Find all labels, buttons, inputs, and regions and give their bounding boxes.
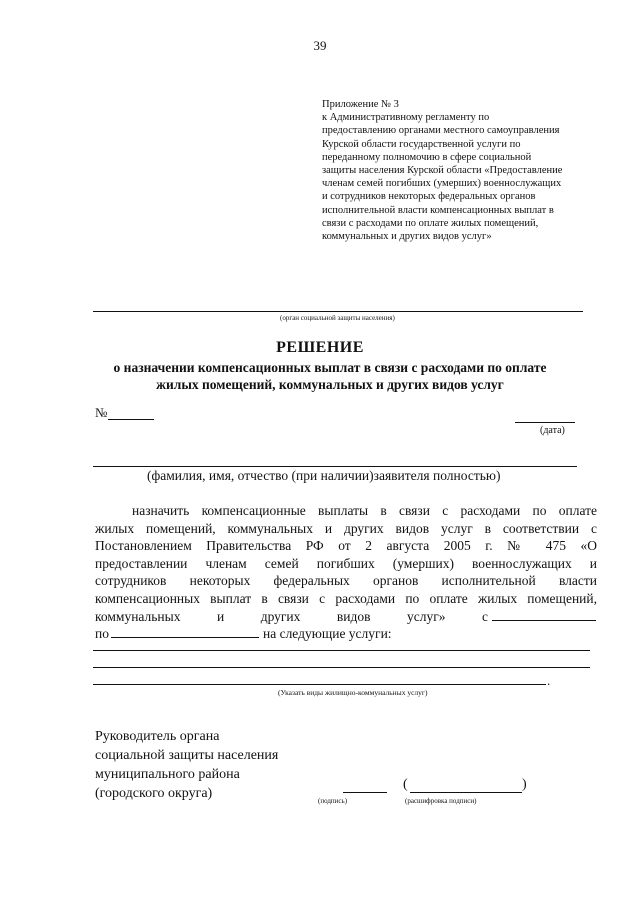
- appendix-line: исполнительной власти компенсационных выплат в: [322, 204, 554, 216]
- page-number: 39: [313, 38, 327, 53]
- signature-caption: (подпись): [318, 797, 348, 805]
- body-line: коммунальных и других видов услуг» с: [95, 608, 488, 624]
- appendix-line: Приложение № 3: [322, 99, 399, 110]
- appendix-line: связи с расходами по оплате жилых помещений,: [322, 217, 539, 229]
- appendix-line: защиты населения Курской области «Предоставление: [322, 165, 563, 177]
- decoding-field: [410, 792, 522, 793]
- appendix-header: [322, 98, 612, 243]
- date-field-line: [515, 422, 575, 423]
- signer-line: муниципального района: [95, 767, 240, 782]
- period-end-field: [111, 625, 259, 638]
- body-line: Постановлением Правительства РФ от 2 августа 2005 г. № 475 «О: [95, 538, 597, 554]
- appendix-line: переданному полномочию в сфере социальной: [322, 151, 532, 163]
- applicant-name-caption: (фамилия, имя, отчество (при наличии)заявителя полностью): [147, 468, 501, 483]
- subtitle-line: жилых помещений, коммунальных и других видов услуг: [156, 377, 504, 392]
- applicant-name-field: [93, 466, 577, 467]
- period-prefix: по: [95, 626, 109, 642]
- services-caption: (Указать виды жилищно-коммунальных услуг): [278, 688, 428, 697]
- services-period: .: [547, 673, 551, 688]
- decision-number-field: [108, 419, 154, 420]
- decision-number-label: №: [95, 405, 108, 420]
- organ-caption: (орган социальной защиты населения): [280, 314, 395, 322]
- body-line: компенсационных выплат в связи с расходами по оплате жилых помещений,: [95, 590, 597, 606]
- appendix-line: членам семей погибших (умерших) военнослужащих: [322, 178, 562, 190]
- signer-line: (городского округа): [95, 786, 213, 801]
- appendix-line: к Административному регламенту по: [322, 112, 490, 124]
- signer-title: [95, 727, 278, 803]
- body-line: сотрудников некоторых федеральных органов исполнительной власти: [95, 573, 597, 589]
- body-line-period-start: [95, 608, 597, 626]
- signer-line: Руководитель органа: [95, 729, 220, 744]
- organ-field-line: [93, 311, 583, 312]
- appendix-line: Курской области государственной услуги по: [322, 138, 521, 150]
- body-line: предоставлении членам семей погибших (умерших) военнослужащих и: [95, 555, 597, 571]
- decision-body: [95, 502, 597, 643]
- services-field-line-1: [93, 650, 590, 651]
- decoding-caption: (расшифровка подписи): [405, 797, 477, 805]
- signature-field: [343, 792, 387, 793]
- appendix-line: и сотрудников некоторых федеральных органов: [322, 191, 536, 203]
- services-field-line-2: [93, 667, 590, 668]
- body-line: жилых помещений, коммунальных и других видов услуг в соответствии с: [95, 520, 597, 536]
- document-subtitle: [70, 359, 590, 393]
- body-line: назначить компенсационные выплаты в связи с расходами по оплате: [132, 503, 597, 518]
- decoding-paren-open: (: [403, 777, 408, 792]
- decoding-paren-close: ): [522, 777, 527, 792]
- period-start-field: [492, 608, 596, 621]
- signer-line: социальной защиты населения: [95, 748, 279, 763]
- services-field-line-3: [93, 684, 546, 685]
- appendix-line: предоставлению органами местного самоуправления: [322, 125, 560, 137]
- period-suffix: на следующие услуги:: [262, 626, 392, 642]
- date-caption: (дата): [540, 425, 565, 436]
- body-line-period-end: [95, 625, 597, 643]
- subtitle-line: о назначении компенсационных выплат в связи с расходами по оплате: [113, 360, 547, 375]
- document-title: РЕШЕНИЕ: [276, 339, 364, 356]
- appendix-line: коммунальных и других видов услуг»: [322, 231, 492, 243]
